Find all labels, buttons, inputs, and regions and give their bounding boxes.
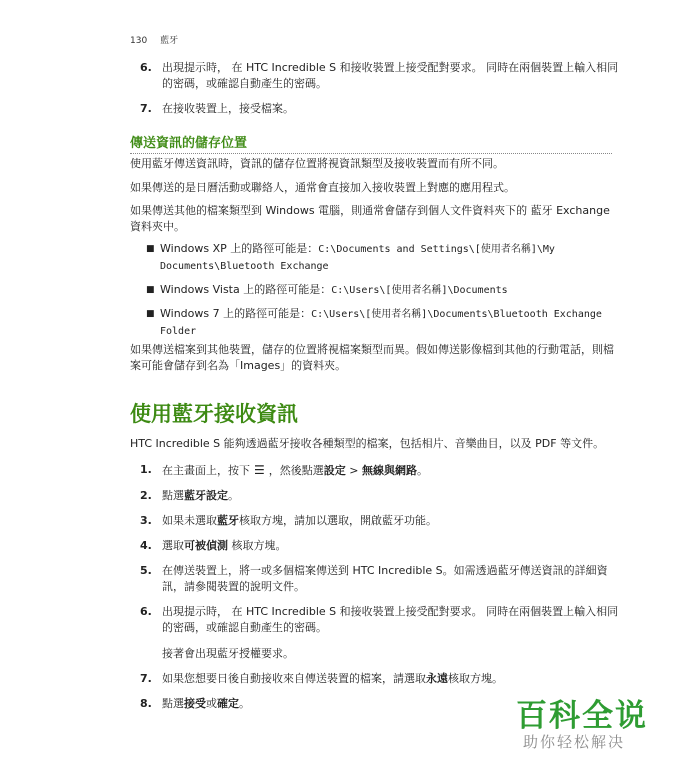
list-item (130, 488, 620, 504)
step-number: 6. (140, 605, 152, 618)
step-text: 。 (416, 464, 428, 477)
list-item (130, 604, 620, 662)
step-number: 7. (140, 102, 152, 115)
step-note: 接著會出現藍牙授權要求。 (162, 647, 294, 660)
step-text: 在接收裝置上，接受檔案。 (162, 102, 294, 115)
bullet-prefix: Windows XP 上的路徑可能是： (160, 242, 319, 255)
step-number: 6. (140, 61, 152, 74)
chapter-heading: 使用藍牙接收資訊 (130, 402, 298, 426)
list-item (130, 462, 620, 479)
list-item (130, 282, 610, 299)
step-text: 核取方塊。 (448, 672, 503, 685)
list-item (130, 101, 620, 117)
step-text: 點選 (162, 489, 184, 502)
list-item (130, 538, 620, 554)
bullet-icon: ■ (146, 244, 155, 254)
step-text: > (345, 464, 362, 477)
step-text: 點選 (162, 697, 184, 710)
watermark-subtitle: 助你轻松解决 (523, 733, 626, 751)
step-text: 出現提示時， 在 HTC Incredible S 和接收裝置上接受配對要求。 同時在兩個裝置上輸入相同的密碼，或確認自動產生的密碼。 (162, 605, 619, 634)
step-text: 核取方塊，請加以選取，開啟藍牙功能。 (239, 514, 437, 527)
paragraph: 使用藍牙傳送資訊時，資訊的儲存位置將視資訊類型及接收裝置而有所不同。 (130, 157, 504, 170)
bullet-prefix: Windows Vista 上的路徑可能是： (160, 283, 332, 296)
paragraph: HTC Incredible S 能夠透過藍牙接收各種類型的檔案，包括相片、音樂曲目，以及 PDF 等文件。 (130, 437, 605, 450)
ui-term: 設定 (323, 464, 346, 477)
paragraph: 如果傳送檔案到其他裝置，儲存的位置將視檔案類型而異。假如傳送影像檔到其他的行動電話，則檔案可能會儲存到名為「Images」的資料夾。 (130, 343, 614, 372)
step-number: 2. (140, 489, 152, 502)
ui-term: 藍牙 (217, 514, 239, 527)
ui-term: 永遠 (426, 672, 448, 685)
ui-term: 可被偵測 (184, 539, 228, 552)
paragraph: 如果傳送的是日曆活動或聯絡人，通常會直接加入接收裝置上對應的應用程式。 (130, 181, 515, 194)
send-steps-list (130, 60, 620, 126)
page-header (130, 33, 178, 46)
step-text: 在傳送裝置上，將一或多個檔案傳送到 HTC Incredible S。如需透過藍牙傳送資訊的詳細資訊，請參閱裝置的說明文件。 (162, 564, 608, 593)
step-number: 7. (140, 672, 152, 685)
ui-term: 無線與網路 (361, 464, 417, 477)
step-text: 核取方塊。 (228, 539, 287, 552)
list-item (130, 563, 620, 595)
bullet-icon: ■ (146, 309, 155, 319)
list-item (130, 241, 610, 275)
section-heading: 傳送資訊的儲存位置 (130, 132, 612, 154)
chapter-name: 藍牙 (160, 36, 179, 46)
paragraph: 如果傳送其他的檔案類型到 Windows 電腦，則通常會儲存到個人文件資料夾下的 藍牙 Exchange 資料夾中。 (130, 204, 610, 233)
page-number: 130 (130, 36, 148, 46)
watermark-title: 百科全说 (516, 698, 648, 734)
step-number: 1. (140, 463, 152, 476)
ui-term: 確定 (217, 697, 239, 710)
path-bullet-list (130, 241, 610, 347)
step-text: 。 (228, 489, 239, 502)
bullet-prefix: Windows 7 上的路徑可能是： (160, 307, 312, 320)
path-text: C:\Documents and Settings\[使用者名稱]\My Documents\Bluetooth Exchange (160, 244, 555, 272)
bullet-icon: ■ (146, 285, 155, 295)
path-text: C:\Users\[使用者名稱]\Documents\Bluetooth Exchange Folder (160, 309, 602, 337)
step-text: 在主畫面上，按下 (162, 464, 250, 477)
list-item (130, 306, 610, 340)
step-number: 4. (140, 539, 152, 552)
path-text: C:\Users\[使用者名稱]\Documents (331, 285, 508, 296)
ui-term: 接受 (184, 697, 206, 710)
step-number: 5. (140, 564, 152, 577)
step-text: ，然後點選 (268, 464, 324, 477)
step-text: 出現提示時， 在 HTC Incredible S 和接收裝置上接受配對要求。 同時在兩個裝置上輸入相同的密碼，或確認自動產生的密碼。 (162, 61, 619, 90)
ui-term: 藍牙設定 (184, 489, 228, 502)
menu-icon: ☰ (254, 463, 265, 477)
list-item (130, 671, 620, 687)
step-number: 8. (140, 697, 152, 710)
step-text: 或 (206, 697, 217, 710)
step-text: 如果您想要日後自動接收來自傳送裝置的檔案，請選取 (162, 672, 426, 685)
step-text: 。 (239, 697, 250, 710)
list-item (130, 60, 620, 92)
receive-steps-list (130, 462, 620, 721)
list-item (130, 513, 620, 529)
step-number: 3. (140, 514, 152, 527)
step-text: 選取 (162, 539, 184, 552)
step-text: 如果未選取 (162, 514, 217, 527)
